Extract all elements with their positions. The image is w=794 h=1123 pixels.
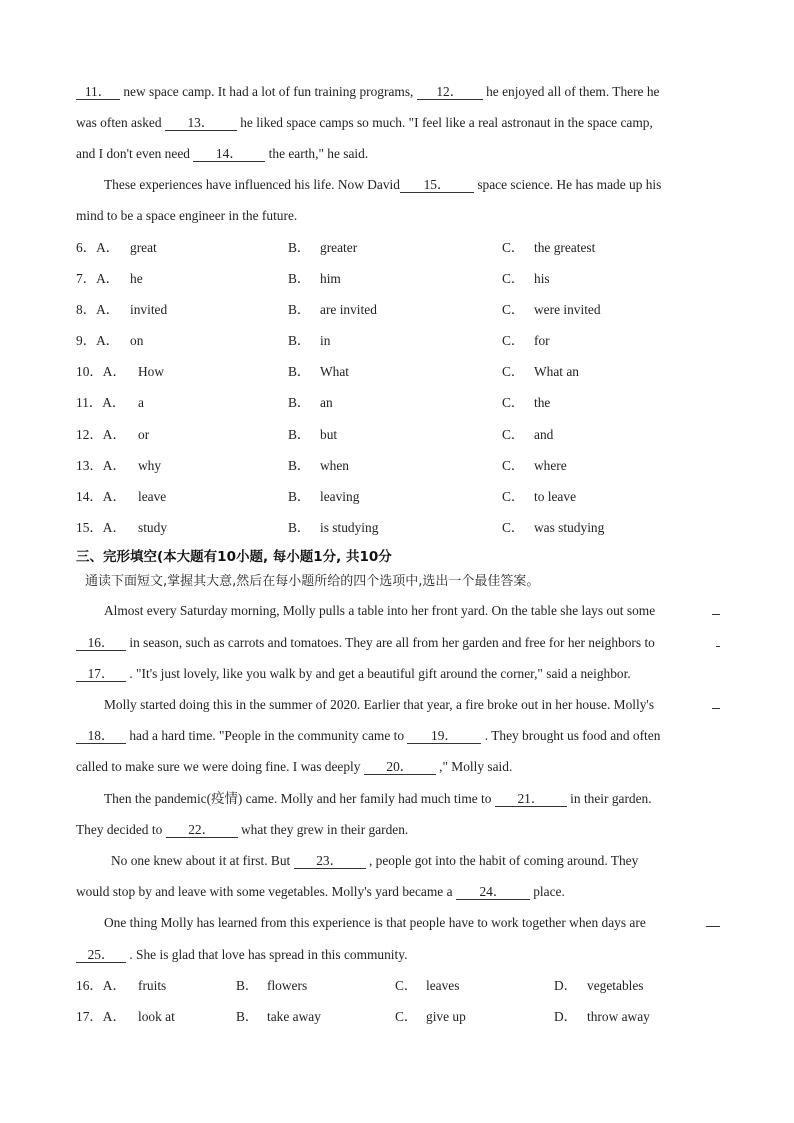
passage-line: [111, 852, 638, 870]
passage-line: [76, 207, 297, 225]
text: They decided to: [76, 822, 166, 837]
option-label: C．: [502, 333, 525, 348]
text: No one knew about it at first. But: [111, 853, 294, 868]
text: place.: [529, 884, 565, 899]
option-9-a: on: [130, 333, 144, 348]
option-label: C．: [502, 520, 525, 535]
passage-line: [76, 883, 565, 901]
passage-line: [104, 790, 652, 808]
option-label: B．: [288, 458, 311, 473]
text: One thing Molly has learned from this experience is that people have to work together when days are: [104, 915, 646, 930]
option-10-c: What an: [534, 364, 579, 379]
passage-line: [104, 696, 654, 714]
option-8-b: are invited: [320, 302, 377, 317]
blank-dash: [716, 634, 720, 647]
option-16-a: fruits: [138, 978, 167, 993]
option-17-bl: B．: [236, 1009, 259, 1024]
option-7-n: 7．A．: [76, 271, 120, 286]
blank-16: 16．: [76, 635, 126, 651]
section-heading: 三、完形填空(本大题有10小题, 每小题1分, 共10分: [76, 549, 392, 565]
option-7-b: him: [320, 271, 341, 286]
option-7-a: he: [130, 271, 143, 286]
text: he liked space camps so much. "I feel like a real astronaut in the space camp,: [236, 115, 653, 130]
text: . They brought us food and often: [481, 728, 661, 743]
passage-line: [104, 176, 661, 194]
option-17-dl: D．: [554, 1009, 578, 1024]
passage-line: [76, 727, 660, 745]
blank-22: 22．: [166, 822, 238, 838]
option-16-dl: D．: [554, 978, 578, 993]
blank-19: 19．: [407, 728, 481, 744]
option-8-a: invited: [130, 302, 168, 317]
option-6-c: the greatest: [534, 240, 596, 255]
passage-line: [76, 114, 653, 132]
option-label: C．: [502, 458, 525, 473]
option-13-a: why: [138, 458, 162, 473]
option-10-n: 10．A．: [76, 364, 126, 379]
option-6-n: 6．A．: [76, 240, 120, 255]
passage-line: [76, 83, 659, 101]
option-16-cl: C．: [395, 978, 418, 993]
option-9-n: 9．A．: [76, 333, 120, 348]
text: the earth," he said.: [265, 146, 369, 161]
option-16-n: 16．A．: [76, 978, 126, 993]
passage-line: [104, 602, 655, 620]
text: new space camp. It had a lot of fun training programs,: [120, 84, 417, 99]
text: Almost every Saturday morning, Molly pulls a table into her front yard. On the table she lays out some: [104, 603, 656, 618]
text: Molly started doing this in the summer of 2020. Earlier that year, a fire broke out in her house. Molly's: [104, 697, 655, 712]
option-label: B．: [288, 427, 311, 442]
text: had a hard time. "People in the community came to: [126, 728, 408, 743]
option-12-c: and: [534, 427, 554, 442]
option-label: B．: [288, 395, 311, 410]
text: These experiences have influenced his life. Now David: [104, 177, 400, 192]
option-6-a: great: [130, 240, 157, 255]
blank-15: 15．: [400, 177, 474, 193]
text: . "It's just lovely, like you walk by and get a beautiful gift around the corner," said a neighbor.: [126, 666, 631, 681]
option-label: C．: [502, 395, 525, 410]
option-14-a: leave: [138, 489, 167, 504]
text: was often asked: [76, 115, 165, 130]
text: would stop by and leave with some vegetables. Molly's yard became a: [76, 884, 456, 899]
option-12-b: but: [320, 427, 338, 442]
text: . She is glad that love has spread in this community.: [126, 947, 408, 962]
option-17-n: 17．A．: [76, 1009, 126, 1024]
option-16-bl: B．: [236, 978, 259, 993]
blank-18: 18．: [76, 728, 126, 744]
option-6-b: greater: [320, 240, 358, 255]
option-11-b: an: [320, 395, 333, 410]
text: space science. He has made up his: [473, 177, 662, 192]
option-label: B．: [288, 271, 311, 286]
option-8-c: were invited: [534, 302, 601, 317]
blank-25: 25．: [76, 947, 126, 963]
text: mind to be a space engineer in the future.: [76, 208, 298, 223]
option-7-c: his: [534, 271, 550, 286]
option-17-a: look at: [138, 1009, 175, 1024]
option-16-c: leaves: [426, 978, 460, 993]
text: in season, such as carrots and tomatoes. They are all from her garden and free for her neighbors to: [126, 635, 655, 650]
option-17-d: throw away: [587, 1009, 650, 1024]
blank-13: 13．: [165, 115, 237, 131]
blank-20: 20．: [364, 759, 436, 775]
option-14-n: 14．A．: [76, 489, 126, 504]
text: Then the pandemic(疫情) came. Molly and her family had much time to: [104, 791, 495, 806]
blank-17: 17．: [76, 666, 126, 682]
option-label: C．: [502, 489, 525, 504]
option-13-b: when: [320, 458, 350, 473]
text: what they grew in their garden.: [237, 822, 409, 837]
text: ," Molly said.: [435, 759, 513, 774]
option-15-b: is studying: [320, 520, 379, 535]
text: , people got into the habit of coming around. They: [365, 853, 639, 868]
option-16-b: flowers: [267, 978, 308, 993]
text: called to make sure we were doing fine. I was deeply: [76, 759, 364, 774]
blank-14: 14．: [193, 146, 265, 162]
passage-line: [76, 145, 368, 163]
option-11-a: a: [138, 395, 144, 410]
text: in their garden.: [566, 791, 652, 806]
option-17-c: give up: [426, 1009, 466, 1024]
option-13-c: where: [534, 458, 567, 473]
blank-dash: [712, 602, 720, 615]
blank-11: 11．: [76, 84, 120, 100]
passage-line: [76, 821, 408, 839]
option-12-a: or: [138, 427, 150, 442]
option-13-n: 13．A．: [76, 458, 126, 473]
option-8-n: 8．A．: [76, 302, 120, 317]
option-label: B．: [288, 302, 311, 317]
blank-21: 21．: [495, 791, 567, 807]
option-14-c: to leave: [534, 489, 577, 504]
blank-24: 24．: [456, 884, 530, 900]
passage-line: [76, 946, 407, 964]
option-11-n: 11．A．: [76, 395, 126, 410]
option-label: B．: [288, 333, 311, 348]
option-17-cl: C．: [395, 1009, 418, 1024]
passage-line: [76, 665, 631, 683]
option-label: C．: [502, 271, 525, 286]
option-10-a: How: [138, 364, 165, 379]
option-14-b: leaving: [320, 489, 360, 504]
option-9-b: in: [320, 333, 331, 348]
blank-dash: [712, 696, 720, 709]
option-label: B．: [288, 240, 311, 255]
option-9-c: for: [534, 333, 550, 348]
blank-12: 12．: [417, 84, 483, 100]
option-label: C．: [502, 240, 525, 255]
option-16-d: vegetables: [587, 978, 644, 993]
option-label: C．: [502, 302, 525, 317]
option-15-c: was studying: [534, 520, 605, 535]
option-17-b: take away: [267, 1009, 321, 1024]
option-label: B．: [288, 520, 311, 535]
text: and I don't even need: [76, 146, 194, 161]
passage-line: [104, 914, 646, 932]
text: he enjoyed all of them. There he: [482, 84, 660, 99]
option-15-n: 15．A．: [76, 520, 126, 535]
option-label: C．: [502, 364, 525, 379]
passage-line: [76, 758, 512, 776]
option-10-b: What: [320, 364, 349, 379]
option-label: B．: [288, 489, 311, 504]
blank-23: 23．: [294, 853, 366, 869]
option-label: C．: [502, 427, 525, 442]
passage-line: [76, 634, 655, 652]
option-11-c: the: [534, 395, 551, 410]
blank-dash: [706, 914, 720, 927]
section-instruction: 通读下面短文,掌握其大意,然后在每小题所给的四个选项中,选出一个最佳答案。: [85, 574, 540, 589]
option-15-a: study: [138, 520, 168, 535]
option-label: B．: [288, 364, 311, 379]
option-12-n: 12．A．: [76, 427, 126, 442]
